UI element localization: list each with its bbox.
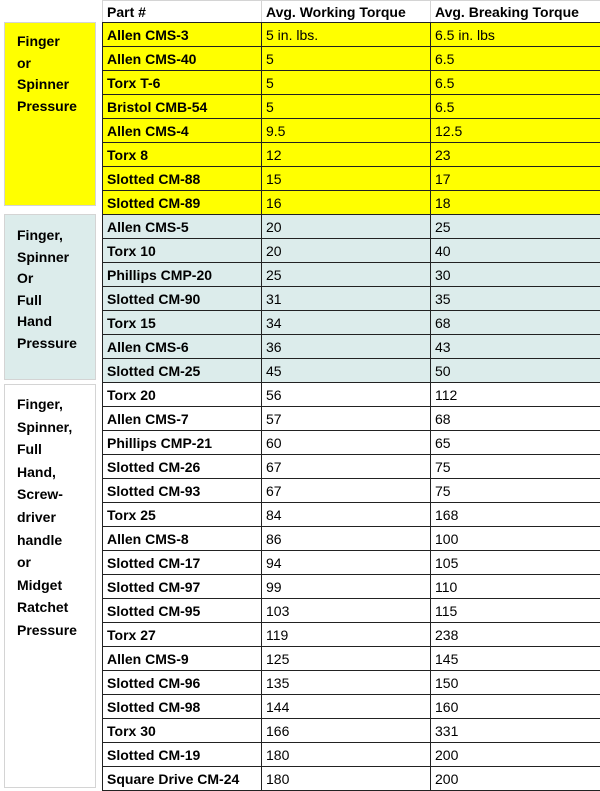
group-label-line: Full: [17, 291, 42, 308]
cell-working-torque[interactable]: 67: [262, 455, 431, 479]
header-part[interactable]: Part #: [103, 1, 262, 23]
cell-breaking-torque[interactable]: 30: [431, 263, 600, 287]
cell-working-torque[interactable]: 36: [262, 335, 431, 359]
table-row: [103, 503, 600, 527]
header-row: [103, 1, 600, 23]
cell-working-torque[interactable]: 25: [262, 263, 431, 287]
group-label-line: Pressure: [17, 334, 77, 351]
cell-part[interactable]: Allen CMS-8: [103, 527, 262, 551]
cell-working-torque[interactable]: 119: [262, 623, 431, 647]
cell-breaking-torque[interactable]: 75: [431, 455, 600, 479]
cell-working-torque[interactable]: 180: [262, 743, 431, 767]
table-row: [103, 719, 600, 743]
header-breaking-torque[interactable]: Avg. Breaking Torque: [431, 1, 600, 23]
table-row: [103, 239, 600, 263]
cell-breaking-torque[interactable]: 17: [431, 167, 600, 191]
cell-breaking-torque[interactable]: 43: [431, 335, 600, 359]
table-row: [103, 407, 600, 431]
cell-working-torque[interactable]: 94: [262, 551, 431, 575]
group-label-all-pressure: [4, 384, 96, 788]
cell-part[interactable]: Slotted CM-26: [103, 455, 262, 479]
cell-part[interactable]: Phillips CMP-21: [103, 431, 262, 455]
table-row: [103, 335, 600, 359]
cell-part[interactable]: Torx 15: [103, 311, 262, 335]
table-row: [103, 431, 600, 455]
cell-breaking-torque[interactable]: 150: [431, 671, 600, 695]
group-label-line: or: [17, 54, 31, 71]
cell-part[interactable]: Torx 20: [103, 383, 262, 407]
cell-working-torque[interactable]: 31: [262, 287, 431, 311]
cell-working-torque[interactable]: 84: [262, 503, 431, 527]
cell-part[interactable]: Bristol CMB-54: [103, 95, 262, 119]
table-row: [103, 119, 600, 143]
group-label-line: Finger,: [17, 227, 63, 243]
cell-part[interactable]: Slotted CM-93: [103, 479, 262, 503]
table-row: [103, 47, 600, 71]
table-row: [103, 455, 600, 479]
cell-part[interactable]: Allen CMS-7: [103, 407, 262, 431]
cell-breaking-torque[interactable]: 6.5: [431, 47, 600, 71]
cell-part[interactable]: Torx 10: [103, 239, 262, 263]
cell-breaking-torque[interactable]: 331: [431, 719, 600, 743]
group-label-line: or: [17, 554, 31, 571]
cell-working-torque[interactable]: 5: [262, 71, 431, 95]
cell-part[interactable]: Slotted CM-98: [103, 695, 262, 719]
cell-working-torque[interactable]: 103: [262, 599, 431, 623]
cell-breaking-torque[interactable]: 145: [431, 647, 600, 671]
cell-breaking-torque[interactable]: 160: [431, 695, 600, 719]
table-row: [103, 359, 600, 383]
cell-part[interactable]: Allen CMS-3: [103, 23, 262, 47]
table-row: [103, 743, 600, 767]
table-row: [103, 647, 600, 671]
group-label-line: Full: [17, 441, 42, 458]
cell-part[interactable]: Slotted CM-97: [103, 575, 262, 599]
table-row: [103, 599, 600, 623]
cell-breaking-torque[interactable]: 40: [431, 239, 600, 263]
cell-breaking-torque[interactable]: 12.5: [431, 119, 600, 143]
cell-part[interactable]: Slotted CM-90: [103, 287, 262, 311]
cell-breaking-torque[interactable]: 68: [431, 407, 600, 431]
cell-working-torque[interactable]: 16: [262, 191, 431, 215]
cell-working-torque[interactable]: 67: [262, 479, 431, 503]
table-row: [103, 23, 600, 47]
table-row: [103, 95, 600, 119]
table-row: [103, 479, 600, 503]
group-label-line: Finger: [17, 33, 60, 49]
group-label-line: Midget: [17, 576, 63, 593]
cell-working-torque[interactable]: 12: [262, 143, 431, 167]
cell-part[interactable]: Allen CMS-6: [103, 335, 262, 359]
cell-working-torque[interactable]: 125: [262, 647, 431, 671]
group-label-line: Spinner: [17, 248, 70, 265]
table-row: [103, 623, 600, 647]
cell-working-torque[interactable]: 57: [262, 407, 431, 431]
cell-part[interactable]: Torx 30: [103, 719, 262, 743]
table-row: [103, 767, 600, 791]
group-label-line: Spinner: [17, 76, 70, 92]
cell-working-torque[interactable]: 34: [262, 311, 431, 335]
group-label-line: Hand,: [17, 463, 56, 480]
cell-breaking-torque[interactable]: 75: [431, 479, 600, 503]
table-row: [103, 695, 600, 719]
cell-working-torque[interactable]: 99: [262, 575, 431, 599]
cell-working-torque[interactable]: 5 in. lbs.: [262, 23, 431, 47]
cell-part[interactable]: Square Drive CM-24: [103, 767, 262, 791]
cell-breaking-torque[interactable]: 200: [431, 743, 600, 767]
cell-working-torque[interactable]: 15: [262, 167, 431, 191]
cell-breaking-torque[interactable]: 50: [431, 359, 600, 383]
cell-breaking-torque[interactable]: 6.5 in. lbs: [431, 23, 600, 47]
cell-working-torque[interactable]: 5: [262, 47, 431, 71]
cell-working-torque[interactable]: 166: [262, 719, 431, 743]
cell-breaking-torque[interactable]: 105: [431, 551, 600, 575]
cell-working-torque[interactable]: 20: [262, 239, 431, 263]
table-row: [103, 71, 600, 95]
table-row: [103, 551, 600, 575]
cell-part[interactable]: Allen CMS-5: [103, 215, 262, 239]
group-label-line: Pressure: [17, 621, 77, 638]
group-label-line: driver: [17, 508, 56, 525]
cell-part[interactable]: Torx 25: [103, 503, 262, 527]
cell-part[interactable]: Slotted CM-95: [103, 599, 262, 623]
cell-breaking-torque[interactable]: 238: [431, 623, 600, 647]
cell-working-torque[interactable]: 5: [262, 95, 431, 119]
cell-part[interactable]: Slotted CM-17: [103, 551, 262, 575]
cell-breaking-torque[interactable]: 112: [431, 383, 600, 407]
cell-breaking-torque[interactable]: 110: [431, 575, 600, 599]
cell-working-torque[interactable]: 60: [262, 431, 431, 455]
cell-breaking-torque[interactable]: 100: [431, 527, 600, 551]
cell-working-torque[interactable]: 20: [262, 215, 431, 239]
cell-breaking-torque[interactable]: 168: [431, 503, 600, 527]
cell-part[interactable]: Allen CMS-4: [103, 119, 262, 143]
group-label-line: Spinner,: [17, 418, 73, 435]
group-label-line: Ratchet: [17, 599, 69, 616]
cell-breaking-torque[interactable]: 200: [431, 767, 600, 791]
cell-working-torque[interactable]: 45: [262, 359, 431, 383]
cell-working-torque[interactable]: 86: [262, 527, 431, 551]
cell-part[interactable]: Slotted CM-88: [103, 167, 262, 191]
group-label-line: handle: [17, 531, 63, 548]
cell-working-torque[interactable]: 180: [262, 767, 431, 791]
cell-working-torque[interactable]: 56: [262, 383, 431, 407]
cell-breaking-torque[interactable]: 68: [431, 311, 600, 335]
cell-breaking-torque[interactable]: 115: [431, 599, 600, 623]
table-body: [103, 23, 600, 791]
table-row: [103, 143, 600, 167]
cell-working-torque[interactable]: 9.5: [262, 119, 431, 143]
table-row: [103, 383, 600, 407]
cell-working-torque[interactable]: 135: [262, 671, 431, 695]
group-label-finger-spinner: [4, 22, 96, 206]
group-label-finger-spinner-fullhand: [4, 214, 96, 380]
cell-part[interactable]: Allen CMS-9: [103, 647, 262, 671]
table-row: [103, 167, 600, 191]
cell-part[interactable]: Slotted CM-19: [103, 743, 262, 767]
table-row: [103, 263, 600, 287]
group-label-line: Screw-: [17, 486, 63, 503]
table-row: [103, 311, 600, 335]
cell-part[interactable]: Slotted CM-96: [103, 671, 262, 695]
header-working-torque[interactable]: Avg. Working Torque: [262, 1, 431, 23]
group-label-line: Pressure: [17, 97, 77, 114]
cell-part[interactable]: Torx 27: [103, 623, 262, 647]
cell-part[interactable]: Torx T-6: [103, 71, 262, 95]
torque-table: [102, 0, 600, 791]
cell-breaking-torque[interactable]: 23: [431, 143, 600, 167]
cell-breaking-torque[interactable]: 35: [431, 287, 600, 311]
table-row: [103, 527, 600, 551]
table-row: [103, 575, 600, 599]
cell-part[interactable]: Phillips CMP-20: [103, 263, 262, 287]
cell-breaking-torque[interactable]: 25: [431, 215, 600, 239]
cell-part[interactable]: Slotted CM-25: [103, 359, 262, 383]
cell-breaking-torque[interactable]: 65: [431, 431, 600, 455]
cell-breaking-torque[interactable]: 18: [431, 191, 600, 215]
group-label-line: Or: [17, 270, 34, 286]
cell-part[interactable]: Torx 8: [103, 143, 262, 167]
cell-part[interactable]: Slotted CM-89: [103, 191, 262, 215]
cell-breaking-torque[interactable]: 6.5: [431, 71, 600, 95]
cell-part[interactable]: Allen CMS-40: [103, 47, 262, 71]
table-row: [103, 671, 600, 695]
table-row: [103, 215, 600, 239]
table-row: [103, 287, 600, 311]
cell-breaking-torque[interactable]: 6.5: [431, 95, 600, 119]
group-label-line: Hand: [17, 313, 52, 329]
cell-working-torque[interactable]: 144: [262, 695, 431, 719]
table-row: [103, 191, 600, 215]
group-label-line: Finger,: [17, 396, 63, 412]
